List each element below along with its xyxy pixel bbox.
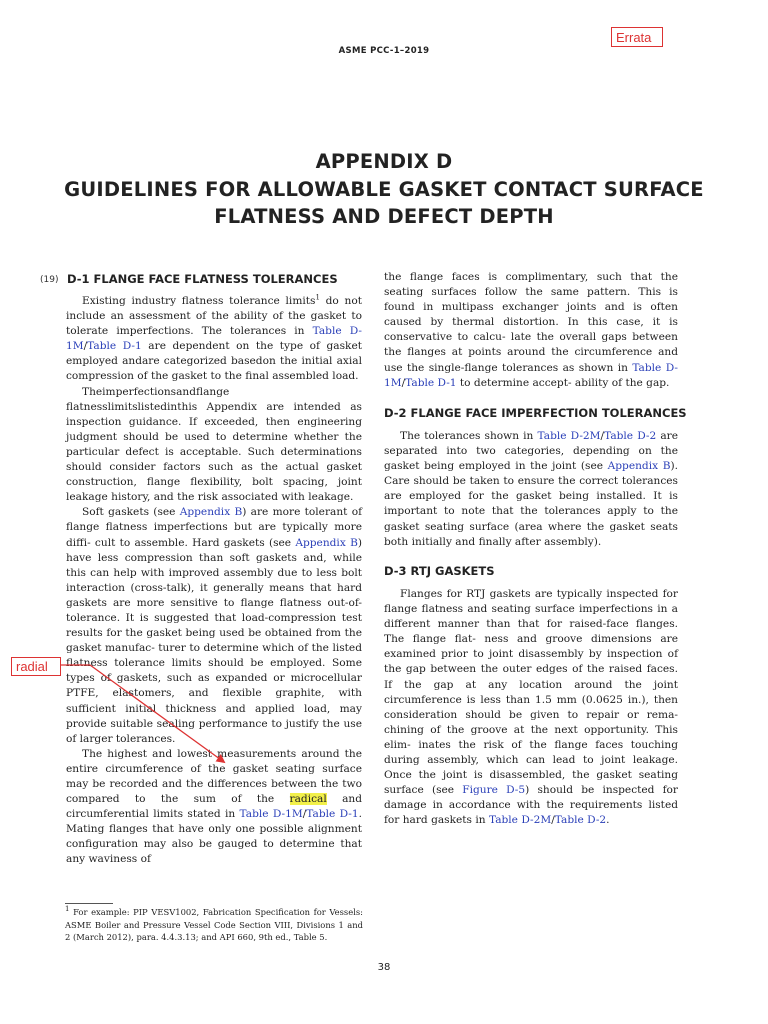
errata-annotation: Errata <box>611 27 663 47</box>
d1-paragraph-3: Soft gaskets (see Appendix B) are more tolerant of flange flatness imperfections but are typically more diffi- cult to assemble. Hard gaskets (see Appendix B) have less compression than soft gaskets and, while this can help with improved assembly due to less bolt interaction (cross-talk), it generally means that hard gaskets are more sensitive to flange flatness out-of-tolerance. It is suggested that load-compression test results for the gasket being used be obtained from the gasket manufac- turer to determine which of the listed flatness tolerance limits should be employed. Some types of gaskets, such as expanded or microcellular PTFE, elastomers, and flexible graphite, with sufficient initial thickness and applied load, may provide suitable sealing performance to justify the use of larger tolerances. <box>66 506 362 745</box>
d3-paragraph: Flanges for RTJ gaskets are typically inspected for flange flatness and seating surface imperfections in a different manner than that for raised-face flanges. The flange flat- ness and groove dimensions are examined prior to joint disassembly by inspection of the gap between the outer edges of the raised faces. If the gap at any location around the joint circumference is less than 1.5 mm (0.0625 in.), then consideration should be given to repair or rema- chining of the groove at the next opportunity. This elim- inates the risk of the flange faces touching during assembly, which can lead to joint leakage. Once the joint is disassembled, the gasket seating surface (see Figure D-5) should be inspected for damage in accordance with the requirements listed for hard gaskets in Table D-2M/Table D-2. <box>384 588 678 827</box>
appendix-b-link[interactable]: Appendix B <box>607 460 671 473</box>
table-d2-link[interactable]: Table D-2 <box>604 430 657 442</box>
section-heading-d2: D-2 FLANGE FACE IMPERFECTION TOLERANCES <box>384 406 687 420</box>
continuation-paragraph: the flange faces is complimentary, such that the seating surfaces follow the same pattern. This is found in multipass exchanger joints and is often caused by thermal distortion. In this case, it is conservative to calcu- late the overall gaps between the flanges at points around the circumference and use the single-flange tolerances as shown in Table D-1M/Table D-1 to determine accept- ability of the gap. <box>384 271 678 389</box>
d1-paragraph-2: Theimperfectionsandflange flatnesslimitslistedinthis Appendix are intended as inspection guidance. If exceeded, then engineering judgment should be used to determine whether the particular defect is acceptable. Such determinations should consider factors such as the actual gasket construction, flange flexibility, bolt spacing, joint leakage history, and the risk associated with leakage. <box>66 385 362 504</box>
revision-mark: (19) <box>40 275 59 285</box>
running-head: ASME PCC-1–2019 <box>338 46 430 56</box>
appendix-subtitle-line2: FLATNESS AND DEFECT DEPTH <box>214 205 554 228</box>
radial-annotation-box: radial <box>11 657 61 676</box>
table-d2m-link[interactable]: Table D-2M <box>488 814 552 827</box>
section-heading-d1: D-1 FLANGE FACE FLATNESS TOLERANCES <box>67 272 338 286</box>
figure-d5-link[interactable]: Figure D-5 <box>462 784 526 797</box>
table-d2m-link[interactable]: Table D-2M <box>537 430 601 442</box>
section-heading-d3: D-3 RTJ GASKETS <box>384 564 495 578</box>
footnote: $^1$ For example: PIP VESV1002, Fabrication Specification for Vessels: ASME Boiler and Pressure Vessel Code Section VIII, Divisions 1 and 2 (March 2012), para. 4.4.3.13; and API 660, 9th ed., Table 5. <box>65 905 363 942</box>
table-d1m-link[interactable]: Table D-1M <box>239 808 303 821</box>
d2-paragraph: The tolerances shown in Table D-2M/Table D-2 are separated into two categories, depending on the gasket being employed in the joint (see Appendix B). Care should be taken to ensure the correct tolerances are employed for the gasket being installed. It is important to note that the tolerances apply to the gasket seating surface (area where the gasket seats both initially and finally after assembly). <box>384 430 679 548</box>
appendix-b-link[interactable]: Appendix B <box>295 536 358 549</box>
table-d1-link[interactable]: Table D-1 <box>87 340 142 353</box>
table-d2-link[interactable]: Table D-2 <box>554 814 607 827</box>
d1-paragraph-4: The highest and lowest measurements around the entire circumference of the gasket seating surface may be recorded and the differences between the two compared to the sum of the radical and circumferential limits stated in Table D-1M/Table D-1. Mating flanges that have only one possible alignment configuration may also be gauged to determine that any waviness of <box>66 747 362 866</box>
highlighted-word-radical: radical <box>289 793 327 806</box>
table-d1-link[interactable]: Table D-1 <box>405 376 457 389</box>
appendix-b-link[interactable]: Appendix B <box>179 506 243 519</box>
appendix-title: APPENDIX D <box>315 150 453 173</box>
table-d1-link[interactable]: Table D-1 <box>306 808 359 821</box>
table-d1m-link[interactable]: Table D-1M <box>66 325 362 353</box>
appendix-subtitle-line1: GUIDELINES FOR ALLOWABLE GASKET CONTACT SURFACE <box>64 178 704 201</box>
page-number: 38 <box>377 962 391 973</box>
table-d1m-link[interactable]: Table D-1M <box>384 361 678 389</box>
footnote-rule <box>65 903 113 904</box>
d1-paragraph-1: Existing industry flatness tolerance limits$^1$ do not include an assessment of the ability of the gasket to tolerate imperfections. The tolerances in Table D-1M/Table D-1 are dependent on the type of gasket employed andare categorized basedon the initial axial compression of the gasket to the final assembled load. <box>66 293 362 383</box>
